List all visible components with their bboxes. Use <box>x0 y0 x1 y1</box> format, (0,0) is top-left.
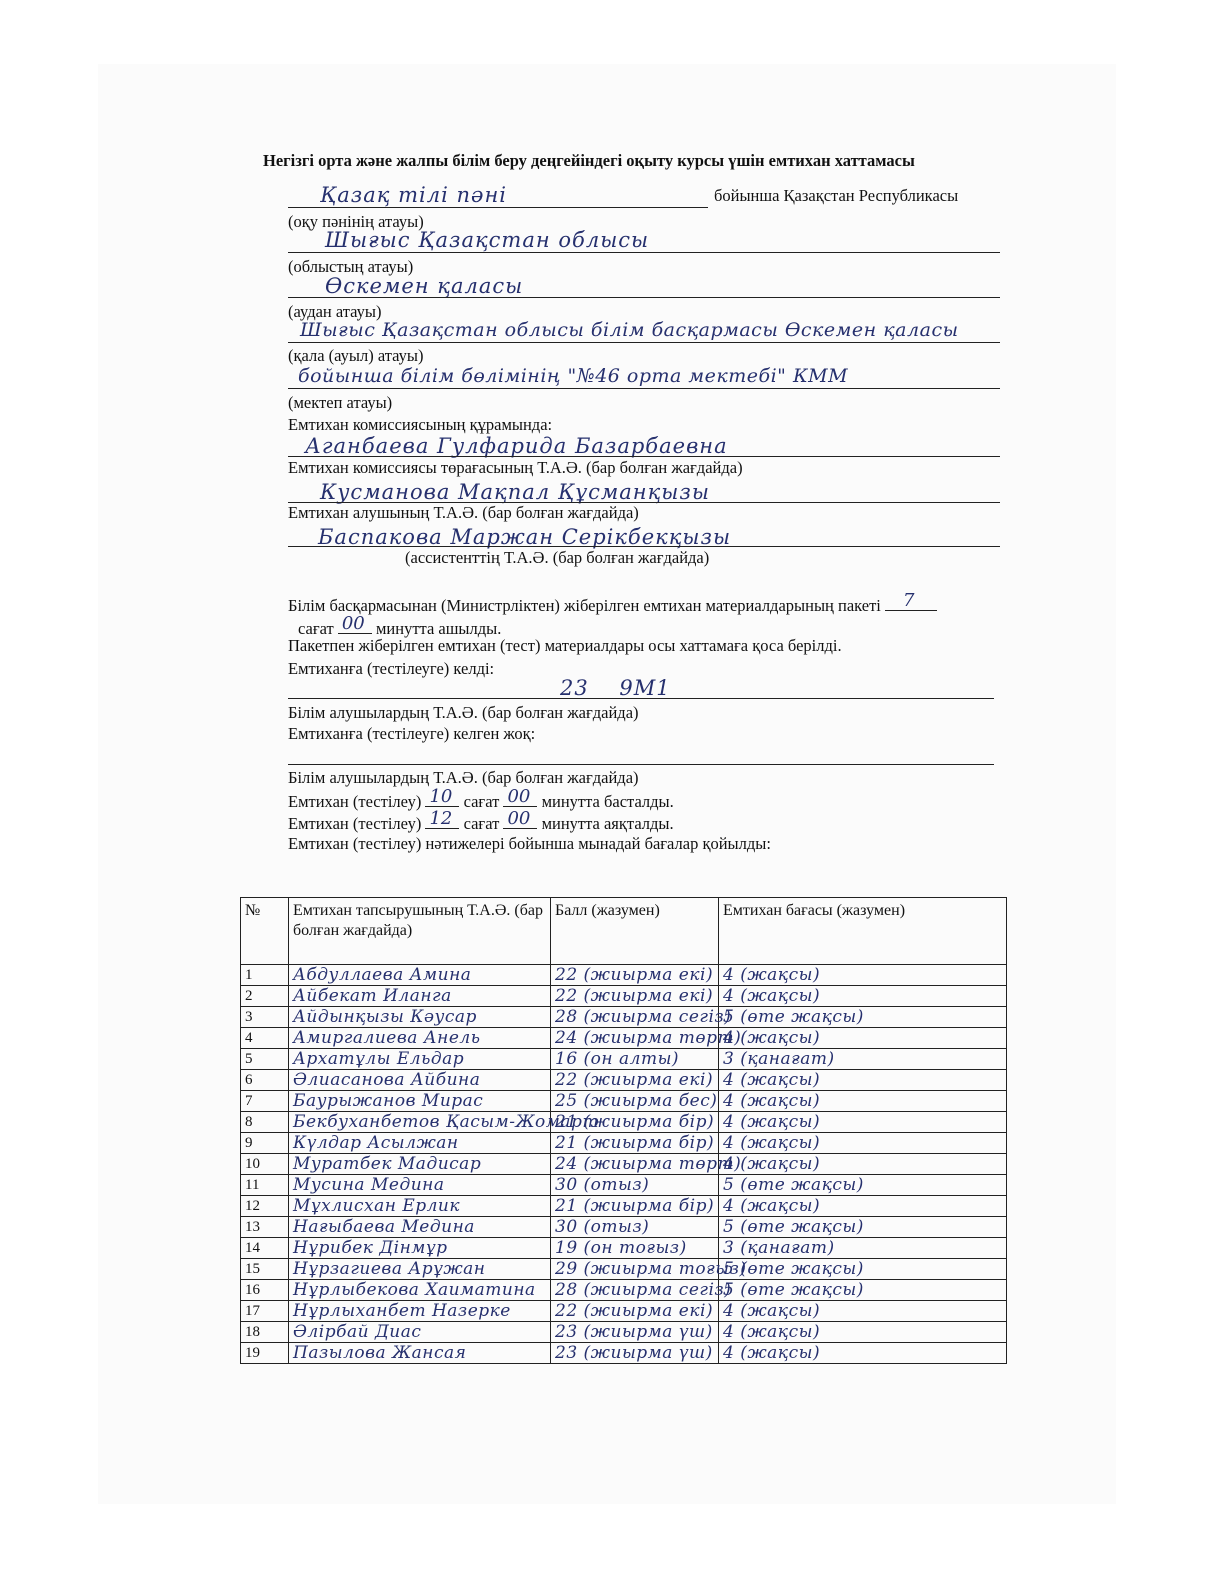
row-number: 6 <box>241 1070 289 1091</box>
student-grade: 4 (жақсы) <box>719 1133 1007 1154</box>
end-minute-field <box>503 808 537 829</box>
student-score: 29 (жиырма тоғыз) <box>551 1259 719 1280</box>
school-value: бойынша білім бөлімінің "№46 орта мектебі" КММ <box>298 365 849 387</box>
student-score: 28 (жиырма сегіз) <box>551 1007 719 1028</box>
header-number: № <box>241 898 289 965</box>
student-score: 22 (жиырма екі) <box>551 1070 719 1091</box>
chair-value: Аганбаева Гулфарида Базарбаевна <box>305 434 728 458</box>
table-row <box>241 986 1007 1007</box>
table-row <box>241 1070 1007 1091</box>
student-name: Нұрзагиева Арұжан <box>289 1259 551 1280</box>
end-hour-field <box>425 808 459 829</box>
district-line <box>288 297 1000 298</box>
row-number: 5 <box>241 1049 289 1070</box>
student-name: Бекбуханбетов Қасым-Жомарт <box>289 1112 551 1133</box>
student-score: 24 (жиырма төрт) <box>551 1028 719 1049</box>
student-name: Амиргалиева Анель <box>289 1028 551 1049</box>
student-grade: 4 (жақсы) <box>719 1343 1007 1364</box>
row-number: 7 <box>241 1091 289 1112</box>
student-name: Мұхлисхан Ерлик <box>289 1196 551 1217</box>
region-line <box>288 252 1000 253</box>
chair-line <box>288 456 1000 457</box>
package-hour: 7 <box>903 590 915 611</box>
student-grade: 5 (өте жақсы) <box>719 1217 1007 1238</box>
start-hour: 10 <box>429 786 453 807</box>
attended-value: 23 9М1 <box>560 676 671 700</box>
results-table <box>240 897 1007 1364</box>
chair-label: Емтихан комиссиясы төрағасының Т.А.Ә. (бар болған жағдайда) <box>288 458 743 477</box>
student-grade: 4 (жақсы) <box>719 986 1007 1007</box>
table-row <box>241 1154 1007 1175</box>
student-score: 22 (жиырма екі) <box>551 965 719 986</box>
student-name: Нағыбаева Медина <box>289 1217 551 1238</box>
package-minute: 00 <box>341 613 365 634</box>
student-score: 21 (жиырма бір) <box>551 1196 719 1217</box>
row-number: 8 <box>241 1112 289 1133</box>
package-hour-field <box>885 590 937 611</box>
examiner-label: Емтихан алушының Т.А.Ә. (бар болған жағдайда) <box>288 503 639 522</box>
start-suffix: минутта басталды. <box>541 792 674 811</box>
student-name: Архатұлы Ельдар <box>289 1049 551 1070</box>
table-row <box>241 1280 1007 1301</box>
district-label: (аудан атауы) <box>288 302 382 321</box>
row-number: 19 <box>241 1343 289 1364</box>
city-value: Шығыс Қазақстан облысы білім басқармасы Өскемен қаласы <box>300 319 959 341</box>
student-grade: 5 (өте жақсы) <box>719 1007 1007 1028</box>
end-suffix: минутта аяқталды. <box>541 814 674 833</box>
assistant-line <box>288 546 1000 547</box>
row-number: 17 <box>241 1301 289 1322</box>
student-score: 25 (жиырма бес) <box>551 1091 719 1112</box>
row-number: 1 <box>241 965 289 986</box>
student-score: 19 (он тоғыз) <box>551 1238 719 1259</box>
student-score: 21 (жиырма бір) <box>551 1133 719 1154</box>
header-grade: Емтихан бағасы (жазумен) <box>719 898 1007 965</box>
subject-suffix: бойынша Қазақстан Республикасы <box>714 186 959 205</box>
table-row <box>241 1322 1007 1343</box>
student-grade: 3 (қанағат) <box>719 1049 1007 1070</box>
student-score: 24 (жиырма төрт) <box>551 1154 719 1175</box>
table-row <box>241 1238 1007 1259</box>
table-row <box>241 1175 1007 1196</box>
results-body <box>241 965 1007 1364</box>
examiner-value: Кусманова Мақпал Құсманқызы <box>320 480 710 504</box>
start-minute: 00 <box>507 786 531 807</box>
header-score: Балл (жазумен) <box>551 898 719 965</box>
student-name: Әлиасанова Айбина <box>289 1070 551 1091</box>
student-grade: 4 (жақсы) <box>719 1028 1007 1049</box>
student-grade: 5 (өте жақсы) <box>719 1259 1007 1280</box>
subject-label: (оқу пәнінің атауы) <box>288 212 424 231</box>
document-title: Негізгі орта және жалпы білім беру деңгейіндегі оқыту курсы үшін емтихан хаттамасы <box>263 151 915 170</box>
table-row <box>241 1112 1007 1133</box>
attended-intro: Емтиханға (тестілеуге) келді: <box>288 659 495 678</box>
student-name: Айдынқызы Кәусар <box>289 1007 551 1028</box>
row-number: 10 <box>241 1154 289 1175</box>
student-score: 30 (отыз) <box>551 1217 719 1238</box>
package-text-1: Білім басқармасынан (Министрліктен) жіберілген емтихан материалдарының пакеті <box>288 596 881 615</box>
student-grade: 4 (жақсы) <box>719 1196 1007 1217</box>
student-name: Нұрлыханбет Назерке <box>289 1301 551 1322</box>
row-number: 16 <box>241 1280 289 1301</box>
absent-line <box>288 764 994 765</box>
start-prefix: Емтихан (тестілеу) <box>288 792 422 811</box>
student-score: 22 (жиырма екі) <box>551 1301 719 1322</box>
student-grade: 4 (жақсы) <box>719 965 1007 986</box>
student-grade: 4 (жақсы) <box>719 1322 1007 1343</box>
student-score: 23 (жиырма үш) <box>551 1322 719 1343</box>
student-name: Айбекат Иланга <box>289 986 551 1007</box>
table-row <box>241 1133 1007 1154</box>
student-grade: 4 (жақсы) <box>719 1091 1007 1112</box>
student-name: Пазылова Жансая <box>289 1343 551 1364</box>
results-intro: Емтихан (тестілеу) нәтижелері бойынша мынадай бағалар қойылды: <box>288 834 771 853</box>
header-name: Емтихан тапсырушының Т.А.Ә. (бар болған жағдайда) <box>289 898 551 965</box>
attended-label: Білім алушылардың Т.А.Ә. (бар болған жағдайда) <box>288 703 639 722</box>
student-grade: 4 (жақсы) <box>719 1112 1007 1133</box>
package-opened-label: минутта ашылды. <box>375 619 502 638</box>
row-number: 9 <box>241 1133 289 1154</box>
commission-intro: Емтихан комиссиясының құрамында: <box>288 415 553 434</box>
student-score: 22 (жиырма екі) <box>551 986 719 1007</box>
table-row <box>241 1259 1007 1280</box>
student-score: 21 (жиырма бір) <box>551 1112 719 1133</box>
student-name: Күлдар Асылжан <box>289 1133 551 1154</box>
table-row <box>241 1301 1007 1322</box>
end-line <box>288 808 674 834</box>
end-hour: 12 <box>429 808 453 829</box>
start-minute-field <box>503 786 537 807</box>
student-grade: 4 (жақсы) <box>719 1070 1007 1091</box>
row-number: 15 <box>241 1259 289 1280</box>
row-number: 4 <box>241 1028 289 1049</box>
end-hour-label: сағат <box>463 814 500 833</box>
table-row <box>241 965 1007 986</box>
student-score: 23 (жиырма үш) <box>551 1343 719 1364</box>
student-score: 28 (жиырма сегіз) <box>551 1280 719 1301</box>
start-hour-field <box>425 786 459 807</box>
school-line <box>288 388 1000 389</box>
student-name: Баурыжанов Мирас <box>289 1091 551 1112</box>
table-row <box>241 1049 1007 1070</box>
start-line <box>288 786 674 812</box>
package-text <box>288 590 937 616</box>
assistant-value: Баспакова Маржан Серікбекқызы <box>318 525 732 549</box>
end-minute: 00 <box>507 808 531 829</box>
student-name: Әлірбай Диас <box>289 1322 551 1343</box>
student-grade: 4 (жақсы) <box>719 1301 1007 1322</box>
attended-line <box>288 698 994 699</box>
city-line <box>288 342 1000 343</box>
subject-line <box>288 207 708 208</box>
row-number: 11 <box>241 1175 289 1196</box>
student-grade: 5 (өте жақсы) <box>719 1280 1007 1301</box>
subject-value: Қазақ тілі пәні <box>320 183 508 207</box>
student-score: 30 (отыз) <box>551 1175 719 1196</box>
student-grade: 3 (қанағат) <box>719 1238 1007 1259</box>
student-name: Мусина Медина <box>289 1175 551 1196</box>
table-row <box>241 1091 1007 1112</box>
row-number: 3 <box>241 1007 289 1028</box>
student-name: Нұрлыбекова Хаиматина <box>289 1280 551 1301</box>
region-label: (облыстың атауы) <box>288 257 414 276</box>
row-number: 13 <box>241 1217 289 1238</box>
student-name: Абдуллаева Амина <box>289 965 551 986</box>
district-value: Өскемен қаласы <box>325 274 524 298</box>
city-label: (қала (ауыл) атауы) <box>288 346 424 365</box>
student-name: Нұрибек Дінмұр <box>289 1238 551 1259</box>
row-number: 2 <box>241 986 289 1007</box>
table-row <box>241 1007 1007 1028</box>
student-grade: 4 (жақсы) <box>719 1154 1007 1175</box>
row-number: 14 <box>241 1238 289 1259</box>
student-name: Муратбек Мадисар <box>289 1154 551 1175</box>
table-row <box>241 1217 1007 1238</box>
results-header-row <box>241 898 1007 965</box>
row-number: 18 <box>241 1322 289 1343</box>
package-minute-field <box>338 613 372 634</box>
absent-label: Білім алушылардың Т.А.Ә. (бар болған жағдайда) <box>288 768 639 787</box>
region-value: Шығыс Қазақстан облысы <box>325 228 650 252</box>
assistant-label: (ассистенттің Т.А.Ә. (бар болған жағдайда) <box>405 548 710 567</box>
table-row <box>241 1343 1007 1364</box>
attached-note: Пакетпен жіберілген емтихан (тест) материалдары осы хаттамаға қоса берілді. <box>288 636 842 655</box>
row-number: 12 <box>241 1196 289 1217</box>
student-score: 16 (он алты) <box>551 1049 719 1070</box>
end-prefix: Емтихан (тестілеу) <box>288 814 422 833</box>
start-hour-label: сағат <box>463 792 500 811</box>
school-label: (мектеп атауы) <box>288 393 393 412</box>
absent-intro: Емтиханға (тестілеуге) келген жоқ: <box>288 724 536 743</box>
student-grade: 5 (өте жақсы) <box>719 1175 1007 1196</box>
package-hour-label: сағат <box>298 619 334 638</box>
table-row <box>241 1028 1007 1049</box>
table-row <box>241 1196 1007 1217</box>
